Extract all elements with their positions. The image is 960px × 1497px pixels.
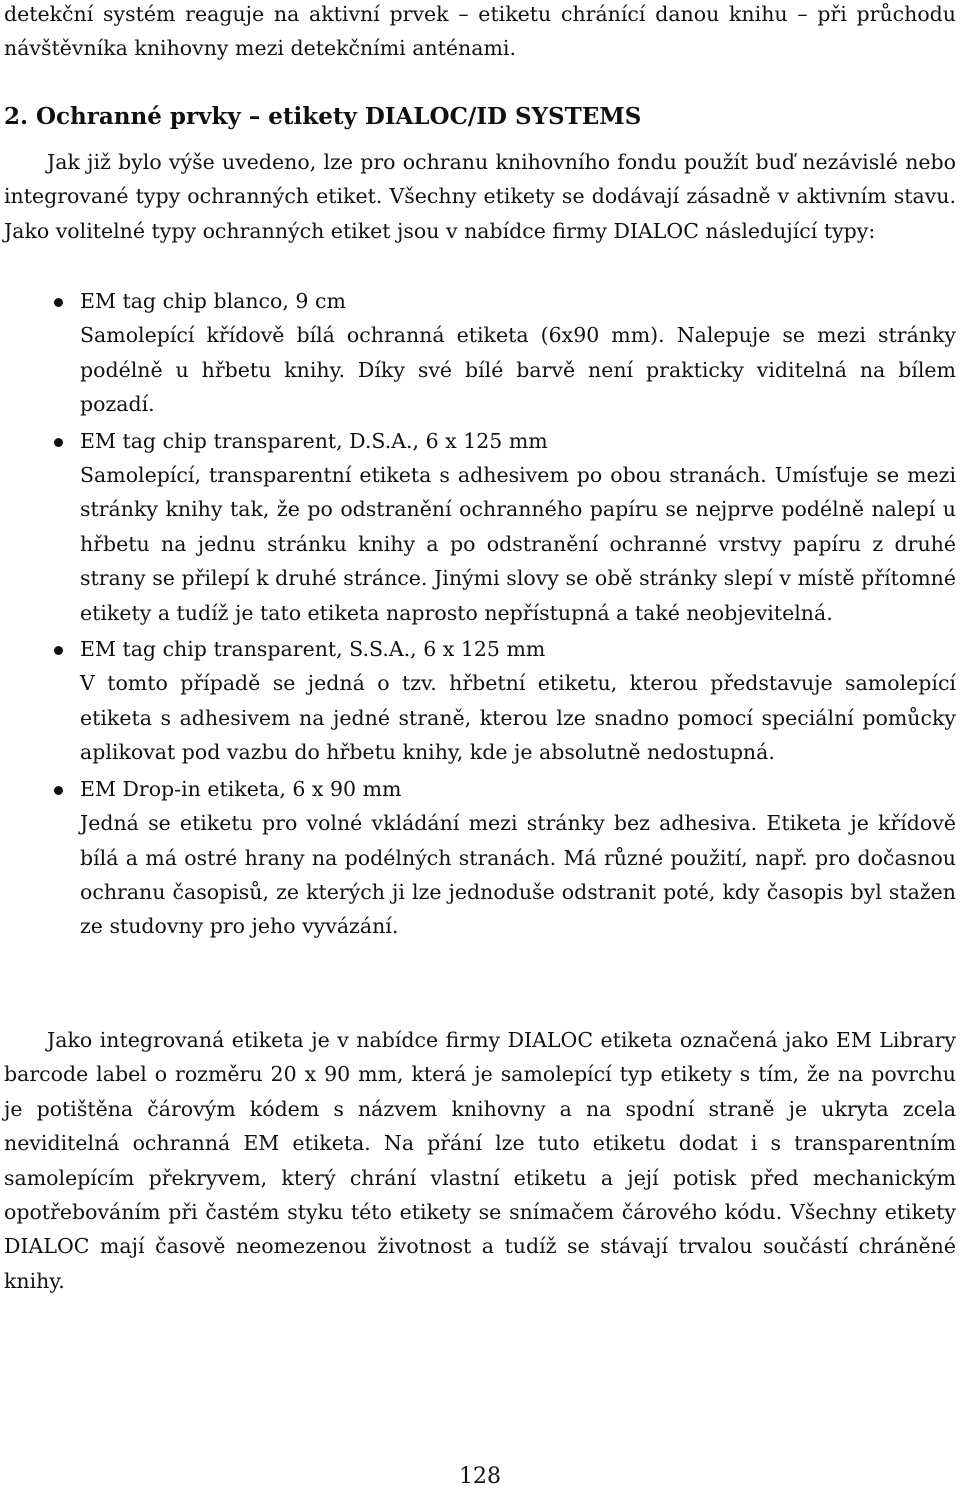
bullet-icon [54, 298, 63, 307]
list-item [4, 632, 956, 770]
bullet-icon [54, 646, 63, 655]
list-item [4, 424, 956, 630]
list-item-title: EM Drop-in etiketa, 6 x 90 mm [80, 776, 402, 801]
list-item [4, 284, 956, 422]
page-number: 128 [459, 1464, 501, 1489]
list-item-description: V tomto případě se jedná o tzv. hřbetní etiketu, kterou představuje samolepící etiketa s adhesivem na jedné straně, kterou lze snadno pomocí speciální pomůcky aplikovat pod vazbu do hřbetu knihy, kde je absolutně nedostupná. [80, 671, 956, 765]
intro-paragraph: detekční systém reaguje na aktivní prvek – etiketu chránící danou knihu – při průchodu návštěvníka knihovny mezi detekčními anténami. [4, 2, 956, 61]
list-item-description: Jedná se etiketu pro volné vkládání mezi stránky bez adhesiva. Etiketa je křídově bílá a má ostré hrany na podélných stranách. Má různé použití, např. pro dočasnou ochranu časopisů, ze kterých ji lze jednoduše odstranit poté, kdy časopis byl stažen ze studovny pro jeho vyvázání. [80, 811, 956, 939]
document-page [4, 0, 956, 1497]
section-heading: 2. Ochranné prvky – etikety DIALOC/ID SYSTEMS [4, 103, 642, 130]
list-item-title: EM tag chip blanco, 9 cm [80, 289, 346, 313]
list-item-title: EM tag chip transparent, D.S.A., 6 x 125 mm [80, 428, 548, 453]
list-item-description: Samolepící, transparentní etiketa s adhesivem po obou stranách. Umísťuje se mezi stránky knihy tak, že po odstranění ochranného papíru se nejprve podélně nalepí u hřbetu na jednu stránku knihy a po odstranění ochranné vrstvy papíru z druhé strany se přilepí k druhé stránce. Jinými slovy se obě stránky slepí v místě přítomné etikety a tudíž je tato etiketa naprosto nepřístupná a také neobjevitelná. [80, 463, 956, 625]
section-paragraph [4, 145, 956, 248]
bullet-icon [54, 438, 63, 447]
bullet-icon [54, 786, 63, 795]
list-item-description: Samolepící křídově bílá ochranná etiketa (6x90 mm). Nalepuje se mezi stránky podélně u hřbetu knihy. Díky své bílé barvě není prakticky viditelná na bílem pozadí. [80, 323, 956, 417]
section-paragraph-text: Jak již bylo výše uvedeno, lze pro ochranu knihovního fondu použít buď nezávislé nebo integrované typy ochranných etiket. Všechny etikety se dodávají zásadně v aktivním stavu. Jako volitelné typy ochranných etiket jsou v nabídce firmy DIALOC následující typy: [4, 150, 956, 243]
closing-paragraph: Jako integrovaná etiketa je v nabídce firmy DIALOC etiketa označená jako EM Library barcode label o rozměru 20 x 90 mm, která je samolepící typ etikety s tím, že na povrchu je potištěna čárovým kódem s názvem knihovny a na spodní straně je ukryta zcela neviditelná ochranná EM etiketa. Na přání lze tuto etiketu dodat i s transparentním samolepícím překryvem, který chrání vlastní etiketu a její potisk před mechanickým opotřebováním při častém styku této etikety se snímačem čárového kódu. Všechny etikety DIALOC mají časově neomezenou životnost a tudíž se stávají trvalou součástí chráněné knihy. [4, 1028, 956, 1293]
list-item [4, 772, 956, 944]
list-item-title: EM tag chip transparent, S.S.A., 6 x 125 mm [80, 637, 546, 662]
label-type-list [4, 284, 956, 944]
